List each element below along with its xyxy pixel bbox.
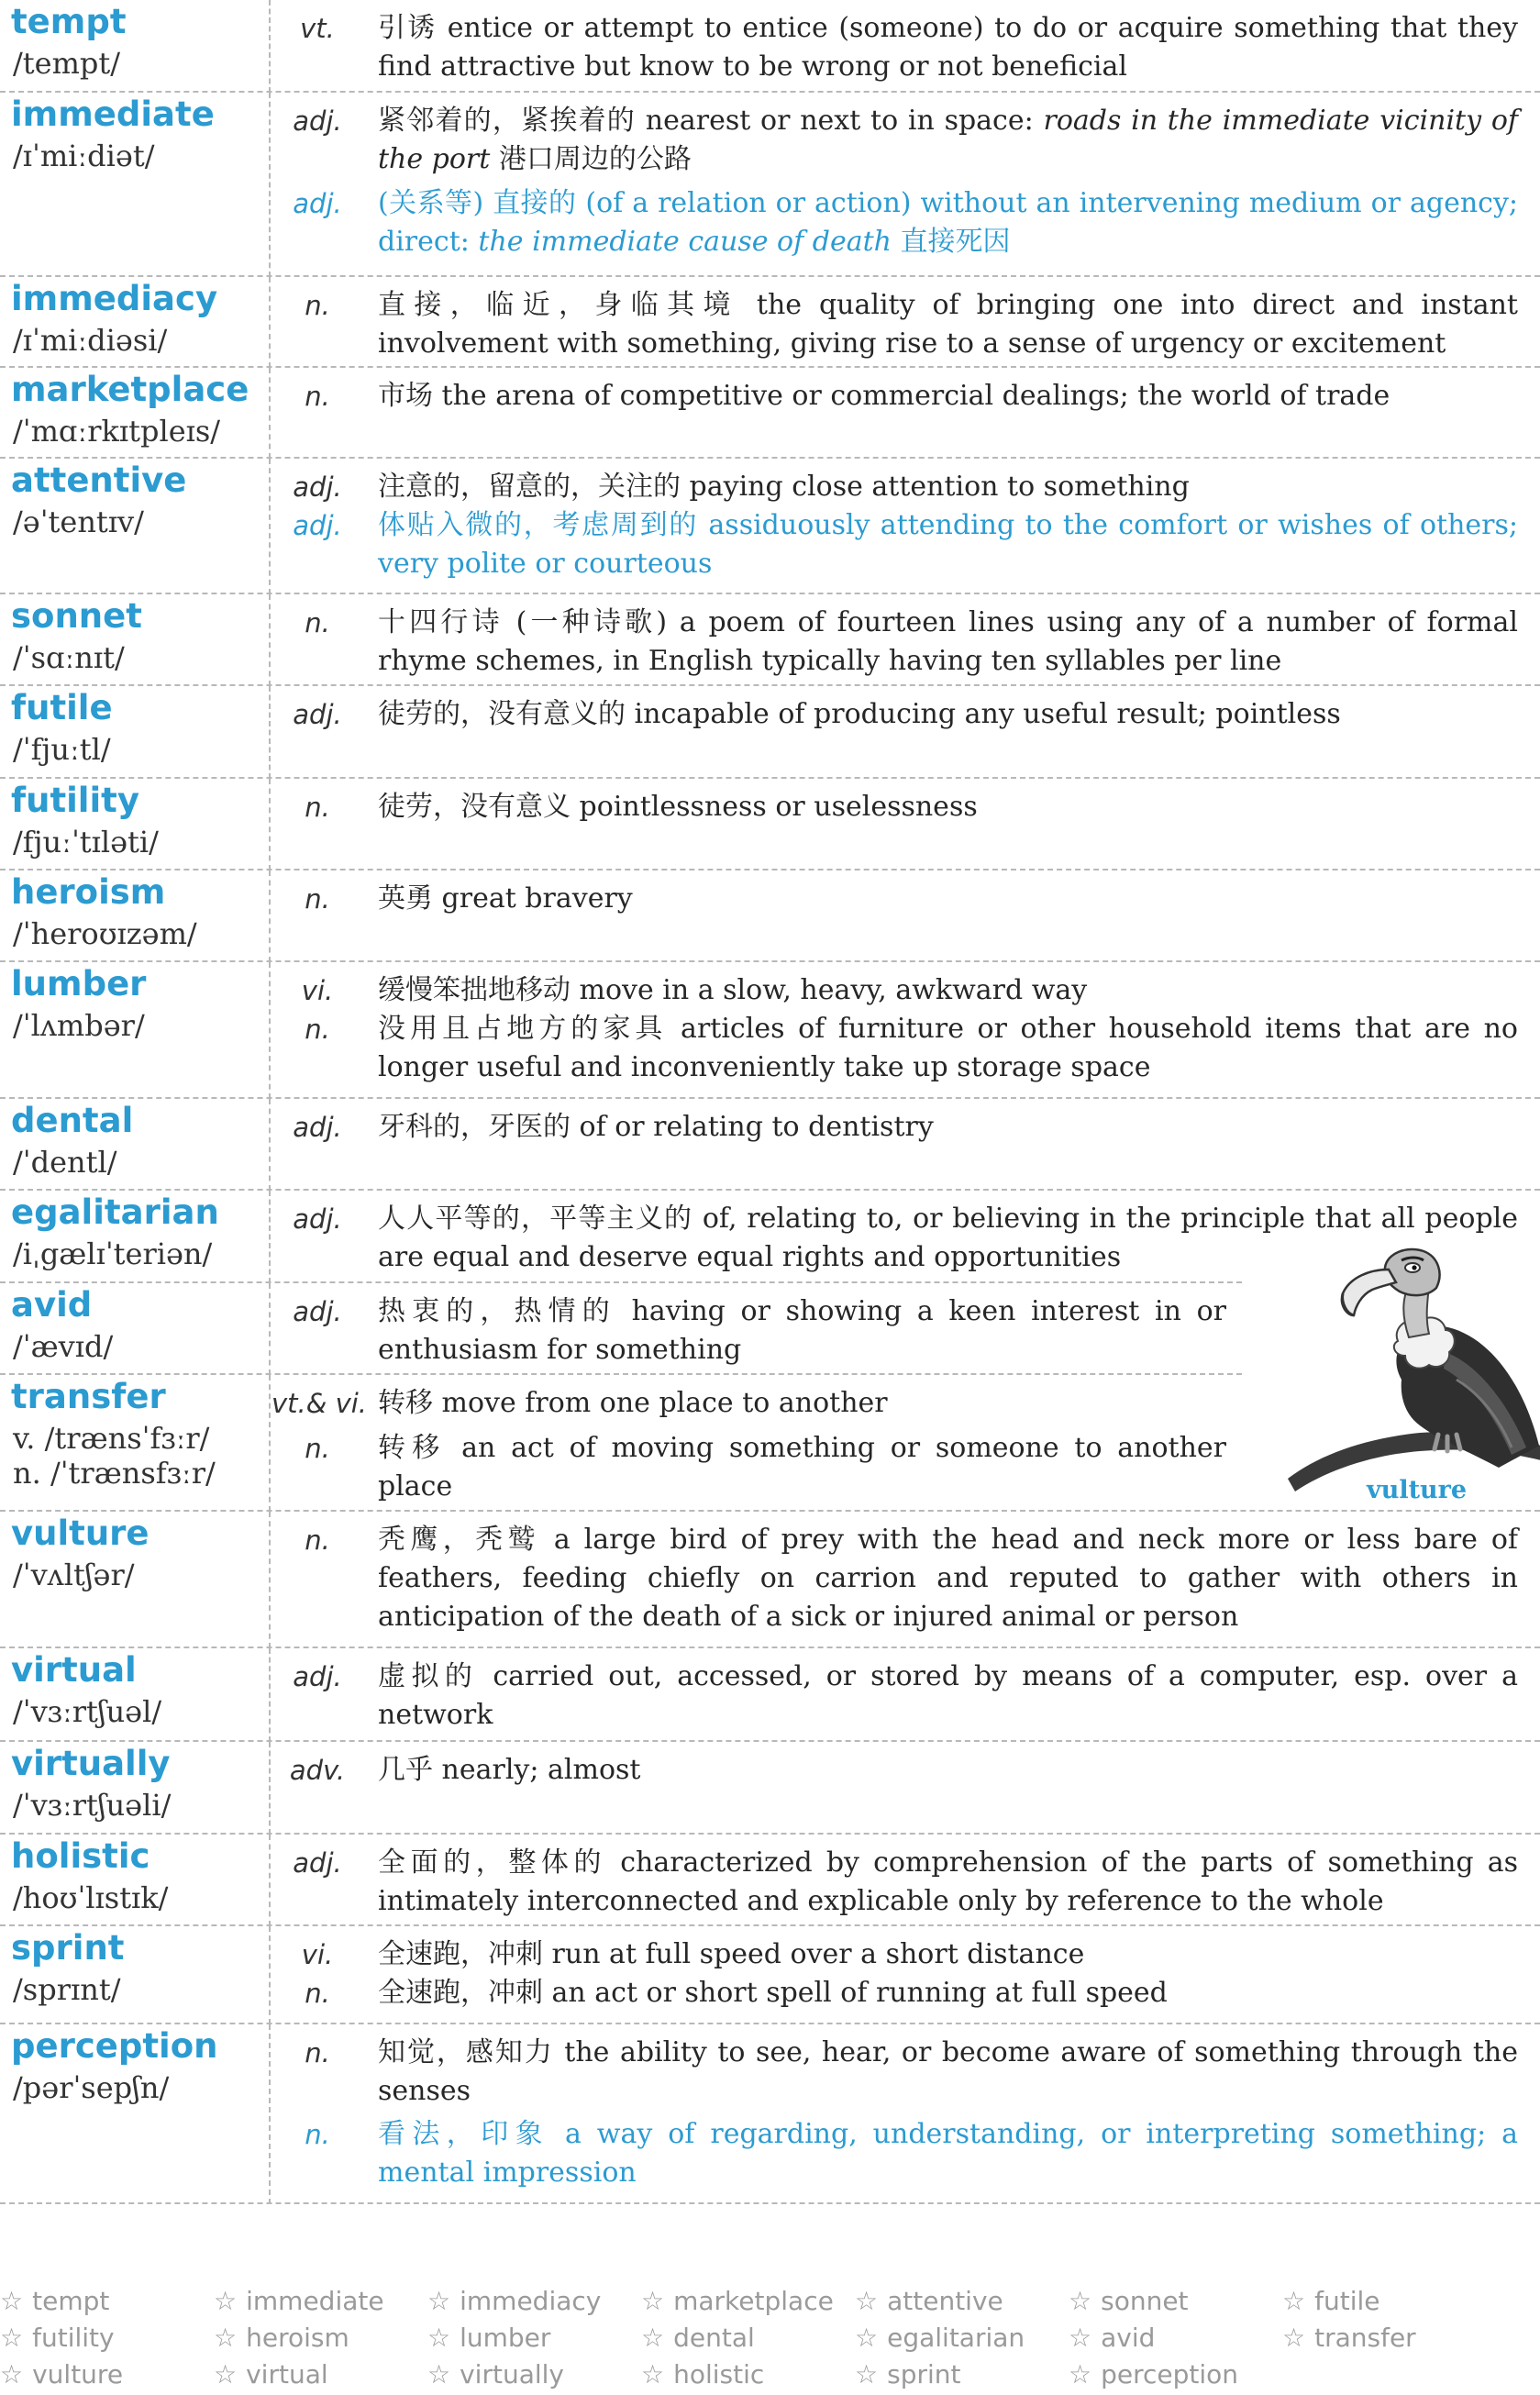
phonetic: /ˈsɑːnɪt/ [13, 640, 125, 675]
part-of-speech: adj. [293, 1661, 342, 1692]
star-icon: ☆ [427, 2359, 451, 2389]
definition: 几乎 nearly; almost [378, 1754, 641, 1786]
phonetic: /iˌgælɪˈteriən/ [13, 1236, 213, 1271]
index-word: transfer [1314, 2323, 1416, 2353]
index-word: virtual [246, 2359, 328, 2389]
definition: 全面的，整体的 characterized by comprehension of the parts of something as intimately interconnected and explicable only by reference to the whole [378, 1846, 1518, 1917]
index-word: vulture [32, 2359, 124, 2389]
headword: avid [11, 1285, 93, 1325]
definition: 紧邻着的，紧挨着的 nearest or next to in space: roads in the immediate vicinity of the port 港口周边的公路 [378, 105, 1518, 175]
headword: virtually [11, 1744, 171, 1783]
index-word: avid [1101, 2323, 1156, 2353]
part-of-speech: adj. [293, 1296, 342, 1327]
phonetic: /fjuːˈtɪləti/ [13, 825, 159, 859]
index-item-virtually [427, 2359, 564, 2389]
entry-sprint [0, 1926, 1540, 2024]
part-of-speech: adj. [293, 1203, 342, 1235]
phonetic: /ˈfjuːtl/ [13, 732, 111, 767]
definition: 徒劳的，没有意义的 incapable of producing any useful result; pointless [378, 698, 1341, 730]
star-icon: ☆ [1282, 2286, 1306, 2316]
headword: heroism [11, 872, 166, 912]
entry-immediacy [0, 277, 1540, 368]
definition: 体贴入微的，考虑周到的 assiduously attending to the comfort or wishes of others; very polite or courteous [378, 509, 1518, 580]
phonetic: /ɪˈmiːdiəsi/ [13, 323, 168, 358]
phonetic: /tempt/ [13, 46, 121, 81]
headword: marketplace [11, 370, 249, 409]
part-of-speech: n. [305, 883, 330, 915]
definition: 徒劳，没有意义 pointlessness or uselessness [378, 791, 978, 823]
definition: (关系等) 直接的 (of a relation or action) without an intervening medium or agency; direct: the immediate cause of death 直接死因 [378, 187, 1518, 258]
definition: 全速跑，冲刺 run at full speed over a short distance [378, 1938, 1085, 1970]
headword: immediacy [11, 279, 218, 318]
index-item-holistic [641, 2359, 764, 2389]
entry-holistic [0, 1835, 1540, 1926]
index-item-avid [1069, 2323, 1155, 2353]
index-word: immediate [246, 2286, 384, 2316]
headword: lumber [11, 964, 147, 1003]
part-of-speech: adj. [293, 188, 342, 219]
definition: 英勇 great bravery [378, 882, 633, 915]
part-of-speech: n. [305, 381, 330, 412]
star-icon: ☆ [214, 2323, 238, 2353]
star-icon: ☆ [1069, 2359, 1092, 2389]
part-of-speech: n. [305, 2037, 330, 2068]
index-item-egalitarian [855, 2323, 1025, 2353]
phonetic: /sprɪnt/ [13, 1972, 121, 2007]
star-icon: ☆ [427, 2286, 451, 2316]
part-of-speech: adj. [293, 699, 342, 730]
entry-futile [0, 686, 1540, 779]
star-icon: ☆ [641, 2323, 665, 2353]
entry-vulture [0, 1512, 1540, 1648]
star-icon: ☆ [427, 2323, 451, 2353]
definition: 转移 an act of moving something or someone to another place [378, 1432, 1226, 1502]
star-icon: ☆ [0, 2359, 24, 2389]
headword: attentive [11, 460, 187, 500]
headword: holistic [11, 1836, 150, 1876]
part-of-speech: adj. [293, 510, 342, 541]
example: roads in the immediate vicinity of the port [378, 105, 1518, 175]
entry-tempt [0, 0, 1540, 93]
index-word: marketplace [673, 2286, 834, 2316]
phonetic: /ˈvɜːrtʃuəl/ [13, 1694, 162, 1729]
index-word: sprint [887, 2359, 961, 2389]
definition: 人人平等的，平等主义的 of, relating to, or believing in the principle that all people are equal and deserve equal rights and opportunities [378, 1203, 1518, 1273]
star-icon: ☆ [0, 2286, 24, 2316]
definition: 市场 the arena of competitive or commercial dealings; the world of trade [378, 380, 1390, 412]
part-of-speech: adj. [293, 471, 342, 503]
entry-immediate [0, 93, 1540, 277]
part-of-speech: adj. [293, 1112, 342, 1143]
star-icon: ☆ [1069, 2323, 1092, 2353]
index-item-sprint [855, 2359, 961, 2389]
definition: 直接，临近，身临其境 the quality of bringing one into direct and instant involvement with something, giving rise to a sense of urgency or excitement [378, 289, 1518, 360]
headword: sonnet [11, 596, 142, 636]
definition: 知觉，感知力 the ability to see, hear, or become aware of something through the senses [378, 2036, 1518, 2107]
part-of-speech: n. [305, 1433, 330, 1464]
star-icon: ☆ [1282, 2323, 1306, 2353]
entry-lumber [0, 962, 1540, 1099]
part-of-speech: n. [305, 607, 330, 638]
index-item-perception [1069, 2359, 1238, 2389]
entry-heroism [0, 870, 1540, 962]
headword: vulture [11, 1514, 150, 1553]
phonetic: /ˈævɪd/ [13, 1329, 114, 1364]
index-item-futility [0, 2323, 115, 2353]
headword: futile [11, 688, 113, 727]
index-item-tempt [0, 2286, 109, 2316]
definition: 秃鹰，秃鹫 a large bird of prey with the head and neck more or less bare of feathers, feeding chiefly on carrion and reputed to gather with others in anticipation of the death of a sick or injured animal or person [378, 1524, 1518, 1633]
phonetic: v. /trænsˈfɜːr/ [13, 1421, 210, 1456]
part-of-speech: vi. [301, 975, 334, 1006]
phonetic: /ˈlʌmbər/ [13, 1008, 145, 1043]
entry-perception [0, 2024, 1540, 2204]
definition: 转移 move from one place to another [378, 1387, 888, 1419]
index-word: perception [1101, 2359, 1239, 2389]
part-of-speech: adv. [289, 1755, 346, 1786]
star-icon: ☆ [641, 2359, 665, 2389]
star-icon: ☆ [214, 2359, 238, 2389]
index-word: holistic [673, 2359, 765, 2389]
headword: immediate [11, 94, 215, 134]
star-icon: ☆ [855, 2359, 879, 2389]
index-item-immediacy [427, 2286, 601, 2316]
entry-attentive [0, 459, 1540, 594]
star-icon: ☆ [214, 2286, 238, 2316]
definition: 牙科的，牙医的 of or relating to dentistry [378, 1111, 934, 1143]
phonetic: /ˈvɜːrtʃuəli/ [13, 1788, 172, 1823]
index-item-futile [1282, 2286, 1379, 2316]
headword: virtual [11, 1650, 137, 1690]
entry-virtually [0, 1742, 1540, 1835]
definition: 缓慢笨拙地移动 move in a slow, heavy, awkward way [378, 974, 1088, 1006]
index-item-virtual [214, 2359, 328, 2389]
phonetic: /ˈmɑːrkɪtpleɪs/ [13, 414, 221, 449]
index-word: tempt [32, 2286, 110, 2316]
index-item-dental [641, 2323, 755, 2353]
headword: perception [11, 2026, 218, 2066]
phonetic: /ˈheroʊɪzəm/ [13, 916, 197, 951]
part-of-speech: adj. [293, 1847, 342, 1879]
headword: transfer [11, 1377, 166, 1416]
part-of-speech: adj. [293, 105, 342, 137]
part-of-speech: vt.& vi. [271, 1388, 368, 1419]
part-of-speech: n. [305, 290, 330, 321]
index-item-lumber [427, 2323, 550, 2353]
part-of-speech: vi. [301, 1939, 334, 1970]
index-word: attentive [887, 2286, 1003, 2316]
example: the immediate cause of death [478, 226, 892, 258]
star-icon: ☆ [855, 2323, 879, 2353]
phonetic: /pərˈsepʃn/ [13, 2070, 170, 2105]
definition: 热衷的，热情的 having or showing a keen interest in or enthusiasm for something [378, 1295, 1226, 1366]
definition: 引诱 entice or attempt to entice (someone) to do or acquire something that they find attractive but know to be wrong or not beneficial [378, 12, 1518, 83]
headword: sprint [11, 1928, 125, 1968]
headword: egalitarian [11, 1192, 219, 1232]
part-of-speech: n. [305, 1978, 330, 2009]
index-item-transfer [1282, 2323, 1416, 2353]
definition: 注意的，留意的，关注的 paying close attention to something [378, 471, 1190, 503]
headword: tempt [11, 2, 127, 41]
index-word: sonnet [1101, 2286, 1189, 2316]
headword: dental [11, 1101, 134, 1140]
entry-futility [0, 779, 1540, 870]
part-of-speech: n. [305, 1014, 330, 1045]
index-word: futility [32, 2323, 115, 2353]
index-item-marketplace [641, 2286, 834, 2316]
headword: futility [11, 781, 139, 820]
index-item-attentive [855, 2286, 1003, 2316]
star-icon: ☆ [855, 2286, 879, 2316]
phonetic: /ˈvʌltʃər/ [13, 1558, 135, 1592]
figure-caption: vulture [1367, 1476, 1468, 1504]
phonetic: /ˈdentl/ [13, 1145, 117, 1180]
index-item-sonnet [1069, 2286, 1189, 2316]
part-of-speech: vt. [300, 13, 335, 44]
index-word: futile [1314, 2286, 1380, 2316]
index-item-immediate [214, 2286, 384, 2316]
definition: 全速跑，冲刺 an act or short spell of running at full speed [378, 1977, 1168, 2009]
definition: 看法，印象 a way of regarding, understanding, or interpreting something; a mental impression [378, 2118, 1518, 2189]
index-word: dental [673, 2323, 755, 2353]
part-of-speech: n. [305, 1525, 330, 1556]
definition: 没用且占地方的家具 articles of furniture or other household items that are no longer useful and inconveniently take up storage space [378, 1013, 1518, 1083]
entry-dental [0, 1099, 1540, 1191]
star-icon: ☆ [641, 2286, 665, 2316]
star-icon: ☆ [0, 2323, 24, 2353]
index-word: egalitarian [887, 2323, 1025, 2353]
phonetic: /ɪˈmiːdiət/ [13, 139, 155, 173]
phonetic: /hoʊˈlɪstɪk/ [13, 1880, 169, 1915]
definition: 虚拟的 carried out, accessed, or stored by means of a computer, esp. over a network [378, 1660, 1518, 1731]
definition: 十四行诗 (一种诗歌) a poem of fourteen lines using any of a number of formal rhyme schemes, in English typically having ten syllables per line [378, 606, 1518, 677]
index-word: lumber [460, 2323, 551, 2353]
star-icon: ☆ [1069, 2286, 1092, 2316]
entry-marketplace [0, 368, 1540, 459]
phonetic: n. /ˈtrænsfɜːr/ [13, 1456, 216, 1491]
part-of-speech: n. [305, 2119, 330, 2150]
entry-sonnet [0, 594, 1540, 686]
index-item-heroism [214, 2323, 349, 2353]
entry-virtual [0, 1648, 1540, 1742]
index-item-vulture [0, 2359, 123, 2389]
index-word: virtually [460, 2359, 564, 2389]
index-word: heroism [246, 2323, 349, 2353]
part-of-speech: n. [305, 792, 330, 823]
index-word: immediacy [460, 2286, 602, 2316]
phonetic: /əˈtentɪv/ [13, 505, 144, 539]
